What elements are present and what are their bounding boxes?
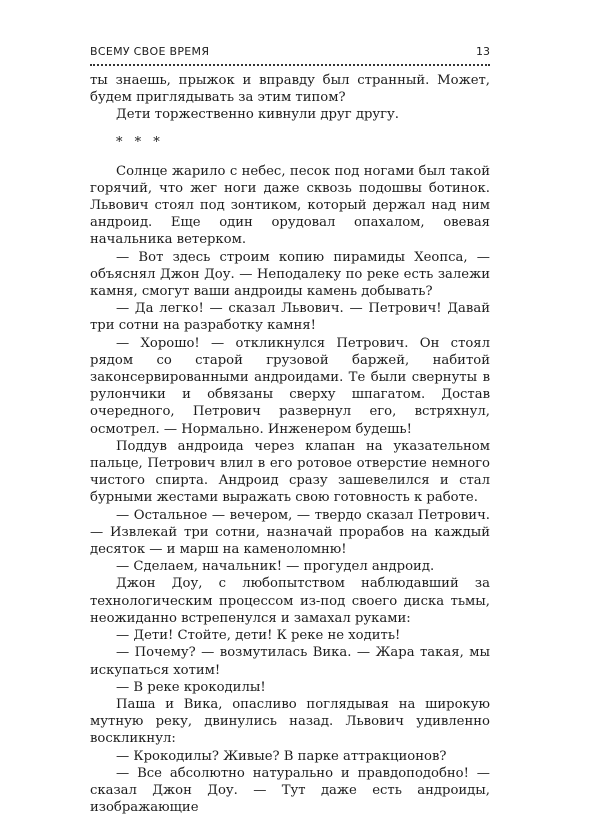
paragraph: Поддув андроида через клапан на указательном пальце, Петрович влил в его ротовое отверстие немного чистого спирта. Андроид сразу зашевелился и стал бурными жестами выражать свою готовность к работе. xyxy=(90,438,490,506)
spacer xyxy=(90,151,490,163)
page-number: 13 xyxy=(476,45,490,58)
paragraph: — Хорошо! — откликнулся Петрович. Он стоял рядом со старой грузовой баржей, набитой законсервированными андроидами. Те были свернуты в рулончики и обвязаны сверху шпагатом. Достав очередного, Петрович развернул его, встряхнул, осмотрел. — Нормально. Инженером будешь! xyxy=(90,335,490,437)
paragraph: — Вот здесь строим копию пирамиды Хеопса, — объяснял Джон Доу. — Неподалеку по реке есть залежи камня, смогут ваши андроиды камень добывать? xyxy=(90,249,490,300)
running-header-title: ВСЕМУ СВОЕ ВРЕМЯ xyxy=(90,45,210,58)
page-body xyxy=(90,72,490,816)
paragraph: — В реке крокодилы! xyxy=(116,679,266,695)
paragraph: Джон Доу, с любопытством наблюдавший за технологическим процессом из-под своего диска тьмы, неожиданно встрепенулся и замахал руками: xyxy=(90,576,490,626)
paragraph: Солнце жарило с небес, песок под ногами был такой горячий, что жег ноги даже сквозь подошвы ботинок. Львович стоял под зонтиком, который держал над ним андроид. Еще один орудовал опахалом, овевая начальника ветерком. xyxy=(90,163,490,248)
section-separator: * * * xyxy=(116,134,164,150)
running-header xyxy=(90,44,490,64)
header-dotted-rule xyxy=(90,64,490,66)
continuation-paragraph: ты знаешь, прыжок и вправду был странный. Может, будем приглядывать за этим типом? xyxy=(90,73,490,106)
paragraph: — Дети! Стойте, дети! К реке не ходить! xyxy=(116,628,401,644)
paragraph: — Остальное — вечером, — твердо сказал Петрович. — Извлекай три сотни, назначай прорабов на каждый десяток — и марш на каменоломню! xyxy=(90,507,490,558)
paragraph: Паша и Вика, опасливо поглядывая на широкую мутную реку, двинулись назад. Львович удивленно воскликнул: xyxy=(90,696,490,747)
paragraph: — Все абсолютно натурально и правдоподобно! — сказал Джон Доу. — Тут даже есть андроиды, изображающие xyxy=(90,765,490,816)
paragraph: — Почему? — возмутилась Вика. — Жара такая, мы искупаться хотим! xyxy=(90,645,490,678)
paragraph: — Крокодилы? Живые? В парке аттракционов? xyxy=(116,748,447,764)
paragraph: — Да легко! — сказал Львович. — Петрович! Давай три сотни на разработку камня! xyxy=(90,301,490,334)
paragraph: Дети торжественно кивнули друг другу. xyxy=(116,107,400,123)
spacer xyxy=(90,124,490,134)
paragraph: — Сделаем, начальник! — прогудел андроид. xyxy=(116,559,435,575)
